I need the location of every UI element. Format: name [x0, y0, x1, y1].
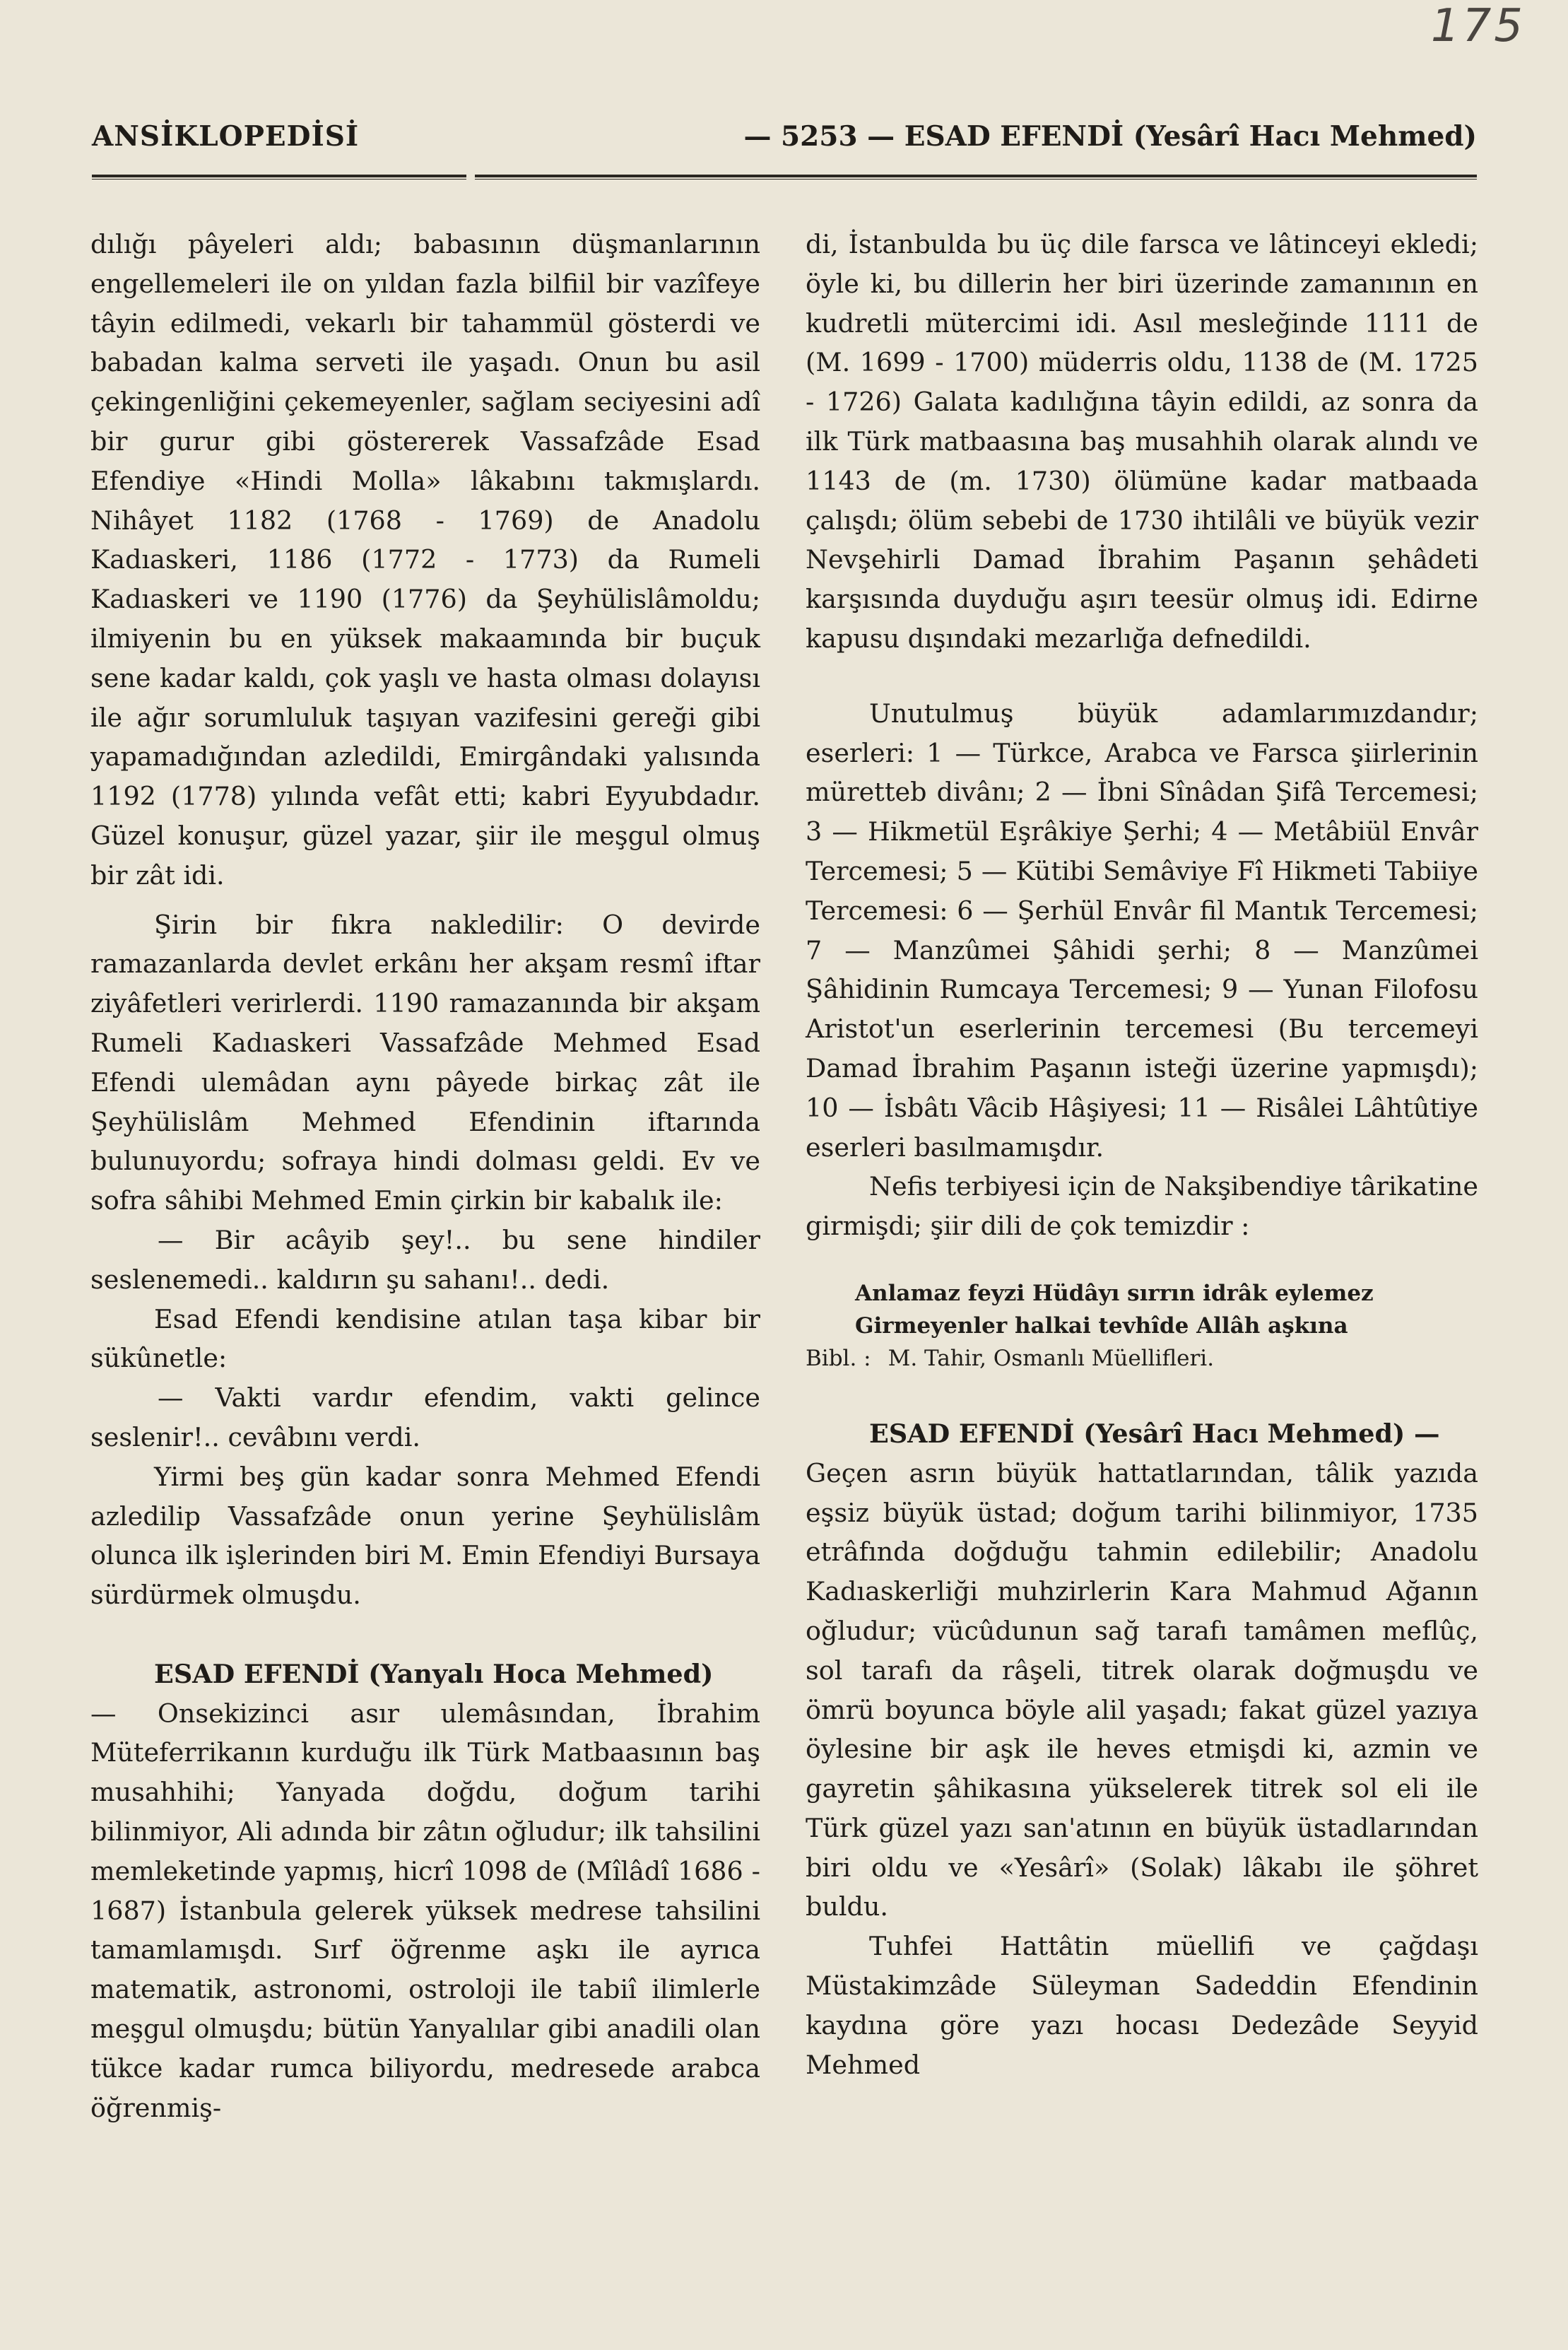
- bibliography: [806, 1342, 1478, 1375]
- paragraph: Yirmi beş gün kadar sonra Mehmed Efendi azledilip Vassafzâde onun yerine Şeyhülislâm olunca ilk işlerinden biri M. Emin Efendiyi Bursaya sürdürmek olmuşdu.: [90, 1461, 760, 1611]
- entry-title: ESAD EFENDİ (Yesârî Hacı Mehmed) —: [869, 1418, 1440, 1449]
- handwritten-page-number: 175: [1430, 0, 1526, 52]
- running-header: [92, 120, 1477, 170]
- right-column: [806, 225, 1478, 2084]
- paragraph: Tuhfei Hattâtin müellifi ve çağdaşı Müstakimzâde Süleyman Sadeddin Efendinin kaydına göre yazı hocası Dedezâde Seyyid Mehmed: [806, 1931, 1478, 2080]
- entry-yesari-haci-mehmed: [806, 1414, 1478, 1454]
- dialogue-line: — Bir acâyib şey!.. bu sene hindiler seslenemedi.. kaldırın şu sahanı!.. dedi.: [90, 1224, 760, 1295]
- bibliography-text: M. Tahir, Osmanlı Müellifleri.: [888, 1345, 1215, 1371]
- paragraph: Şirin bir fıkra nakledilir: O devirde ramazanlarda devlet erkânı her akşam resmî iftar ziyâfetleri verirlerdi. 1190 ramazanında bir akşam Rumeli Kadıaskeri Vassafzâde Mehmed Esad Efendi ulemâdan aynı pâyede birkaç zât ile Şeyhülislâm Mehmed Efendinin iftarında bulunuyordu; sofraya hindi dolması geldi. Ev ve sofra sâhibi Mehmed Emin çirkin bir kabalık ile:: [90, 909, 760, 1216]
- dialogue-line: — Vakti vardır efendim, vakti gelince seslenir!.. cevâbını verdi.: [90, 1382, 760, 1452]
- header-right-title: — 5253 — ESAD EFENDİ (Yesârî Hacı Mehmed): [743, 120, 1477, 153]
- entry-title: ESAD EFENDİ (Yanyalı Hoca Mehmed): [154, 1658, 714, 1689]
- couplet-line: Anlamaz feyzi Hüdâyı sırrın idrâk eylemez: [855, 1280, 1374, 1306]
- header-left-title: ANSİKLOPEDİSİ: [92, 120, 360, 153]
- entry-body: Geçen asrın büyük hattatlarından, tâlik yazıda eşsiz büyük üstad; doğum tarihi bilinmiyor, 1735 etrâfında doğduğu tahmin edilebilir; Anadolu Kadıaskerliği muhzirlerin Kara Mahmud Ağanın oğludur; vücûdunun sağ tarafı tamâmen meflûç, sol tarafı da râşeli, titrek olarak doğmuşdu ve ömrü boyunca böyle alil yaşadı; fakat güzel yazıya öylesine bir aşk ile heves etmişdi ki, azmin ve gayretin şâhikasına yükselerek titrek sol eli ile Türk güzel yazı san'atının en büyük üstadlarından biri oldu ve «Yesârî» (Solak) lâkabı ile şöhret buldu.: [806, 1457, 1478, 1922]
- entry-body: — Onsekizinci asır ulemâsından, İbrahim Müteferrikanın kurduğu ilk Türk Matbaasının baş musahhihi; Yanyada doğdu, doğum tarihi bilinmiyor, Ali adında bir zâtın oğludur; ilk tahsilini memleketinde yapmış, hicrî 1098 de (Mîlâdî 1686 - 1687) İstanbula gelerek yüksek medrese tahsilini tamamlamışdı. Sırf öğrenme aşkı ile ayrıca matematik, astronomi, ostroloji ile tabiî ilimlerle meşgul olmuşdu; bütün Yanyalılar gibi anadili olan tükce kadar rumca biliyordu, medresede arabca öğrenmiş-: [90, 1698, 760, 2123]
- bibliography-label: Bibl. :: [806, 1345, 871, 1371]
- paragraph: Nefis terbiyesi için de Nakşibendiye târikatine girmişdi; şiir dili de çok temizdir :: [806, 1171, 1478, 1242]
- paragraph: Unutulmuş büyük adamlarımızdandır; eserleri: 1 — Türkce, Arabca ve Farsca şiirlerinin müretteb divânı; 2 — İbni Sînâdan Şifâ Tercemesi; 3 — Hikmetül Eşrâkiye Şerhi; 4 — Metâbiül Envâr Tercemesi; 5 — Kütibi Semâviye Fî Hikmeti Tabiiye Tercemesi: 6 — Şerhül Envâr fil Mantık Tercemesi; 7 — Manzûmei Şâhidi şerhi; 8 — Manzûmei Şâhidinin Rumcaya Tercemesi; 9 — Yunan Filofosu Aristot'un eserlerinin tercemesi (Bu tercemeyi Damad İbrahim Paşanın isteği üzerine yapmışdı); 10 — İsbâtı Vâcib Hâşiyesi; 11 — Risâlei Lâhtûtiye eserleri basılmamışdır.: [806, 698, 1478, 1163]
- poem-couplet: [806, 1277, 1478, 1342]
- paragraph: dılığı pâyeleri aldı; babasının düşmanlarının engellemeleri ile on yıldan fazla bilfiil bir vazîfeye tâyin edilmedi, vekarlı bir tahammül gösterdi ve babadan kalma serveti ile yaşadı. Onun bu asil çekingenliğini çekemeyenler, sağlam seciyesini adî bir gurur gibi göstererek Vassafzâde Esad Efendiye «Hindi Molla» lâkabını takmışlardı. Nihâyet 1182 (1768 - 1769) de Anadolu Kadıaskeri, 1186 (1772 - 1773) da Rumeli Kadıaskeri ve 1190 (1776) da Şeyhülislâmoldu; ilmiyenin bu en yüksek makaamında bir buçuk sene kadar kaldı, çok yaşlı ve hasta olması dolayısı ile ağır sorumluluk taşıyan vazifesini gereği gibi yapamadığından azledildi, Emirgândaki yalısında 1192 (1778) yılında vefât etti; kabri Eyyubdadır. Güzel konuşur, güzel yazar, şiir ile meşgul olmuş bir zât idi.: [90, 229, 760, 891]
- header-rule-right: [475, 175, 1477, 180]
- header-rule-left: [92, 175, 466, 180]
- entry-yanyali-hoca-mehmed: [90, 1655, 760, 1694]
- paragraph: Esad Efendi kendisine atılan taşa kibar bir sükûnetle:: [90, 1303, 760, 1374]
- paragraph: di, İstanbulda bu üç dile farsca ve lâtinceyi ekledi; öyle ki, bu dillerin her biri üzerinde zamanının en kudretli mütercimi idi. Asıl mesleğinde 1111 de (M. 1699 - 1700) müderris oldu, 1138 de (M. 1725 - 1726) Galata kadılığına tâyin edildi, az sonra da ilk Türk matbaasına baş musahhih olarak alındı ve 1143 de (m. 1730) ölümüne kadar matbaada çalışdı; ölüm sebebi de 1730 ihtilâli ve büyük vezir Nevşehirli Damad İbrahim Paşanın şehâdeti karşısında duyduğu aşırı teesür olmuş idi. Edirne kapusu dışındaki mezarlığa defnedildi.: [806, 229, 1478, 654]
- couplet-line: Girmeyenler halkai tevhîde Allâh aşkına: [855, 1312, 1348, 1339]
- left-column: [90, 225, 760, 2127]
